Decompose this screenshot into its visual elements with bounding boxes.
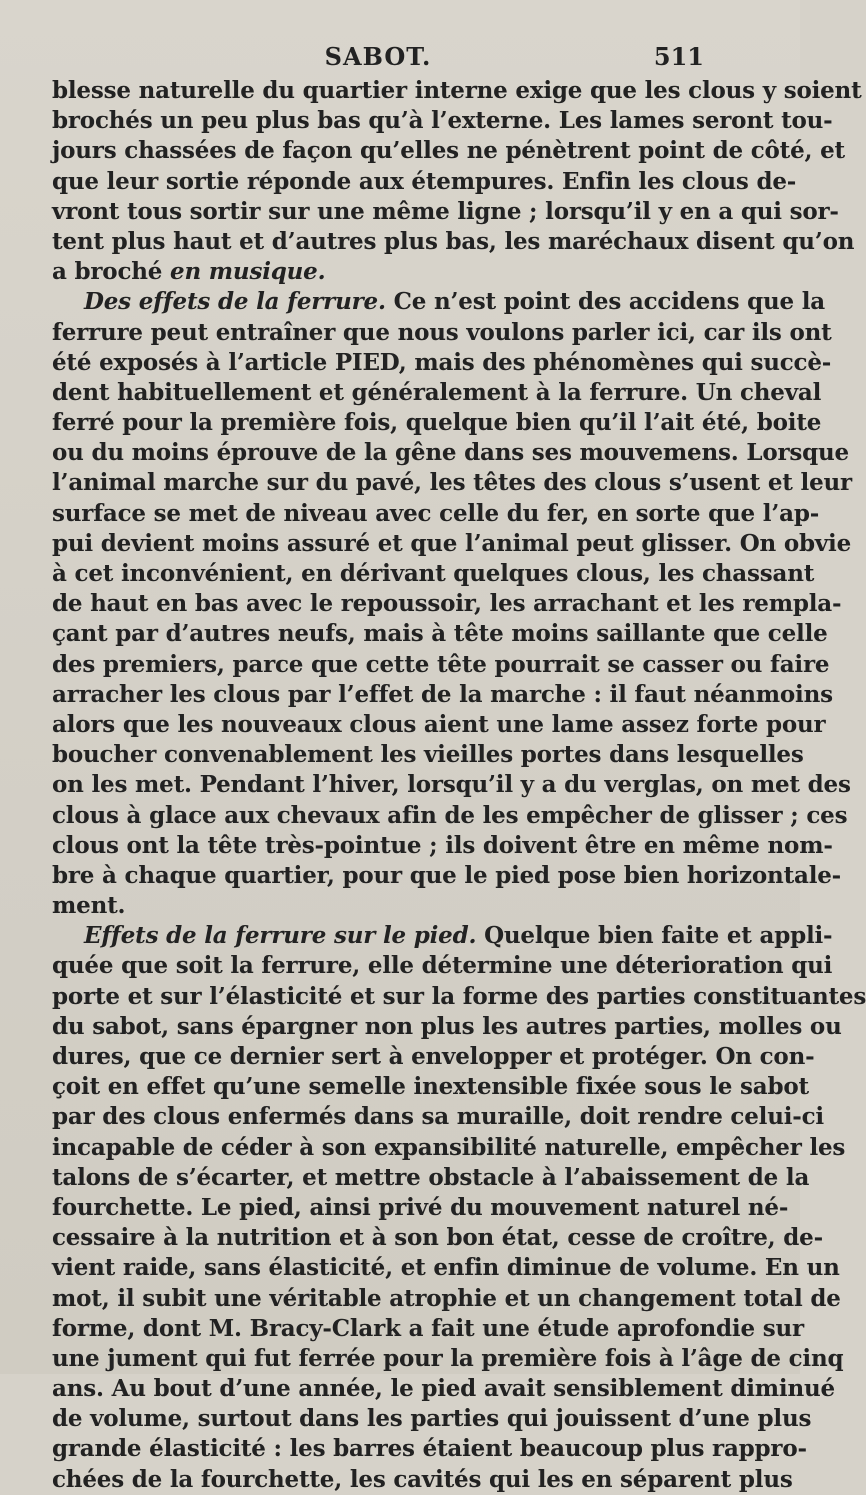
text-line: porte et sur l’élasticité et sur la forme des parties constituantes: [52, 982, 866, 1010]
text-line: ferrure peut entraîner que nous voulons parler ici, car ils ont: [52, 318, 832, 346]
text-line: de haut en bas avec le repoussoir, les arrachant et les rempla-: [52, 590, 842, 618]
text-line: à cet inconvénient, en dérivant quelques clous, les chassant: [52, 560, 815, 587]
text-segment: Quelque bien faite et appli-: [476, 922, 833, 950]
text-line: chées de la fourchette, les cavités qui les en séparent plus: [52, 1465, 793, 1493]
text-line: ans. Au bout d’une année, le pied avait sensiblement diminué: [52, 1375, 835, 1403]
text-line: ferré pour la première fois, quelque bien qu’il l’ait été, boite: [52, 409, 822, 437]
text-line: par des clous enfermés dans sa muraille, doit rendre celui-ci: [52, 1103, 824, 1131]
text-segment: a broché: [52, 258, 171, 286]
text-line: jours chassées de façon qu’elles ne pénètrent point de côté, et: [52, 137, 845, 165]
body-text: [52, 76, 866, 1495]
italic-heading: en musique.: [170, 258, 326, 286]
text-line: [52, 257, 704, 287]
text-line: l’animal marche sur du pavé, les têtes des clous s’usent et leur: [52, 469, 852, 497]
text-line: [52, 287, 826, 317]
text-line: quée que soit la ferrure, elle détermine une déterioration qui: [52, 952, 833, 980]
text-line: incapable de céder à son expansibilité naturelle, empêcher les: [52, 1133, 846, 1161]
text-line: brochés un peu plus bas qu’à l’externe. Les lames seront tou-: [52, 107, 833, 135]
text-line: clous ont la tête très-pointue ; ils doivent être en même nom-: [52, 831, 833, 859]
text-line: cessaire à la nutrition et à son bon état, cesse de croître, de-: [52, 1224, 823, 1252]
text-line: grande élasticité : les barres étaient beaucoup plus rappro-: [52, 1435, 807, 1463]
running-title: SABOT.: [324, 42, 432, 71]
text-line: dent habituellement et généralement à la ferrure. Un cheval: [52, 378, 822, 406]
text-line: çant par d’autres neufs, mais à tête moins saillante que celle: [52, 620, 828, 648]
text-line: clous à glace aux chevaux afin de les empêcher de glisser ; ces: [52, 801, 848, 829]
text-line: pui devient moins assuré et que l’animal peut glisser. On obvie: [52, 529, 852, 557]
running-head: [52, 42, 704, 72]
italic-heading: Effets de la ferrure sur le pied.: [84, 922, 477, 950]
text-line: talons de s’écarter, et mettre obstacle à l’abaissement de la: [52, 1163, 810, 1191]
text-line: mot, il subit une véritable atrophie et un changement total de: [52, 1284, 841, 1312]
text-line: surface se met de niveau avec celle du fer, en sorte que l’ap-: [52, 499, 820, 527]
text-line: boucher convenablement les vieilles portes dans lesquelles: [52, 741, 804, 769]
text-line: du sabot, sans épargner non plus les autres parties, molles ou: [52, 1012, 842, 1040]
text-line: çoit en effet qu’une semelle inextensible fixée sous le sabot: [52, 1073, 809, 1101]
text-line: ment.: [52, 892, 126, 920]
text-line: été exposés à l’article PIED, mais des phénomènes qui succè-: [52, 348, 832, 376]
page-number: 511: [653, 42, 704, 71]
italic-heading: Des effets de la ferrure.: [84, 288, 386, 316]
text-line: forme, dont M. Bracy-Clark a fait une étude aprofondie sur: [52, 1314, 804, 1342]
text-line: des premiers, parce que cette tête pourrait se casser ou faire: [52, 650, 830, 678]
text-line: vront tous sortir sur une même ligne ; lorsqu’il y en a qui sor-: [52, 197, 839, 225]
text-line: dures, que ce dernier sert à envelopper et protéger. On con-: [52, 1043, 815, 1070]
text-line: on les met. Pendant l’hiver, lorsqu’il y a du verglas, on met des: [52, 771, 851, 799]
text-line: que leur sortie réponde aux étempures. Enfin les clous de-: [52, 167, 797, 195]
text-line: alors que les nouveaux clous aient une lame assez forte pour: [52, 710, 826, 738]
text-line: blesse naturelle du quartier interne exige que les clous y soient: [52, 77, 862, 104]
text-line: tent plus haut et d’autres plus bas, les maréchaux disent qu’on: [52, 227, 855, 255]
text-segment: Ce n’est point des accidens que la: [385, 288, 826, 316]
text-line: ou du moins éprouve de la gêne dans ses mouvemens. Lorsque: [52, 439, 849, 467]
text-line: une jument qui fut ferrée pour la première fois à l’âge de cinq: [52, 1344, 844, 1372]
text-line: bre à chaque quartier, pour que le pied pose bien horizontale-: [52, 861, 842, 889]
text-line: vient raide, sans élasticité, et enfin diminue de volume. En un: [52, 1254, 840, 1282]
text-line: [52, 921, 833, 951]
text-line: arracher les clous par l’effet de la marche : il faut néanmoins: [52, 680, 833, 708]
text-line: fourchette. Le pied, ainsi privé du mouvement naturel né-: [52, 1193, 789, 1221]
text-line: de volume, surtout dans les parties qui jouissent d’une plus: [52, 1405, 812, 1433]
